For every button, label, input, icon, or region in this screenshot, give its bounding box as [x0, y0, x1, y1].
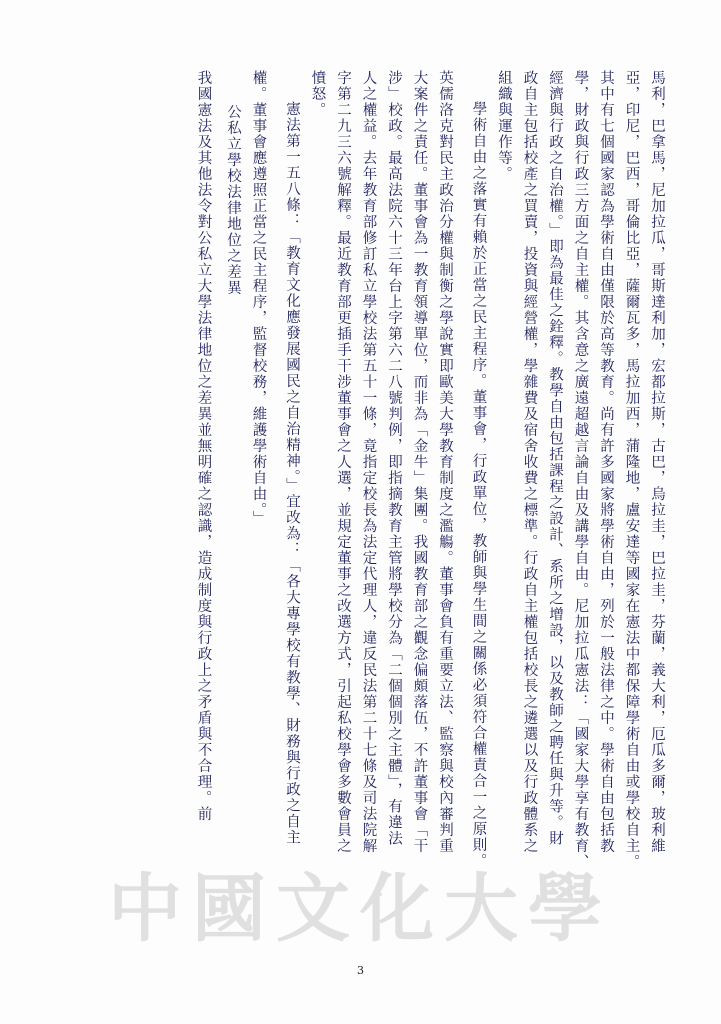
text-column-1: 馬利，巴拿馬，尼加拉瓜，哥斯達利加，宏都拉斯，古巴，烏拉圭，巴拉圭，芬蘭，義大利，厄瓜多爾，玻利維 [649, 70, 665, 854]
text-column-14: 憤怒。 [309, 70, 326, 118]
text-column-2: 亞，印尼，巴西，哥倫比亞，薩爾瓦多，馬拉加西，蒲隆地，盧安達等國家在憲法中都保障學術自由或學校自主。 [623, 70, 640, 870]
text-column-5: 經濟與行政之自治權。」即為最佳之銓釋。教學自由包括課程之設計、系所之增設，以及教師之聘任與升等。財 [547, 70, 563, 847]
text-column-10: 大案件之責任。董事會為一教育領導單位，而非為「金牛」集團。我國教育部之觀念偏頗落伍，不許董事會「干 [411, 70, 428, 854]
text-column-18: 我國憲法及其他法令對公私立大學法律地位之差異並無明確之認識，造成制度與行政上之矛盾與不合理。前 [195, 70, 212, 822]
text-column-7: 組織與運作等。 [496, 70, 512, 182]
vertical-text-body [182, 70, 669, 950]
text-column-16: 權。董事會應遵照正當之民主程序，監督校務，維護學術自由。」 [250, 70, 267, 527]
text-column-9: 英儒洛克對民主政治分權與制衡之學說實即歐美大學教育制度之濫觴。董事會負有重要立法、監察與校內審判重 [437, 70, 453, 854]
text-column-11: 涉」校政。最高法院六十三年台上字第六二八號判例，即指摘教育主管將學校分為「二個個別之主體」，有違法 [386, 70, 402, 847]
text-column-12: 人之權益。去年教育部修訂私立學校法第五十一條，竟指定校長為法定代理人，違反民法第二十七條及司法院解 [360, 70, 377, 854]
text-column-6: 政自主包括校產之買賣，投資與經營權，學雜費及宿舍收費之標準。行政自主權包括校長之遴選以及行政體系之 [521, 70, 538, 854]
text-column-13: 字第二九三六號解釋。最近教育部更插手干涉董事會之人選，並規定董事之改選方式，引起私校學會多數會員之 [335, 70, 351, 854]
text-column-15: 憲法第一五八條：「教育文化應發展國民之自治精神。」宜改為：「各大專學校有教學、財務與行政之自主 [284, 101, 300, 846]
text-column-8: 學術自由之落實有賴於正當之民主程序。董事會，行政單位，教師與學生間之關係必須符合權責合一之原則。 [470, 101, 487, 869]
page-number: 3 [357, 964, 364, 977]
text-column-4: 學，財政與行政三方面之自主權。其含意之廣遠超越言論自由及講學自由。尼加拉瓜憲法：「國家大學享有教育、 [572, 70, 589, 870]
section-heading: 公私立學校法律地位之差異 [225, 104, 241, 296]
text-column-3: 其中有七個國家認為學術自由僅限於高等教育。尚有許多國家將學術自由，列於一般法律之中。學術自由包括教 [598, 70, 614, 854]
watermark-logo: 中國文化大學 [108, 866, 612, 952]
